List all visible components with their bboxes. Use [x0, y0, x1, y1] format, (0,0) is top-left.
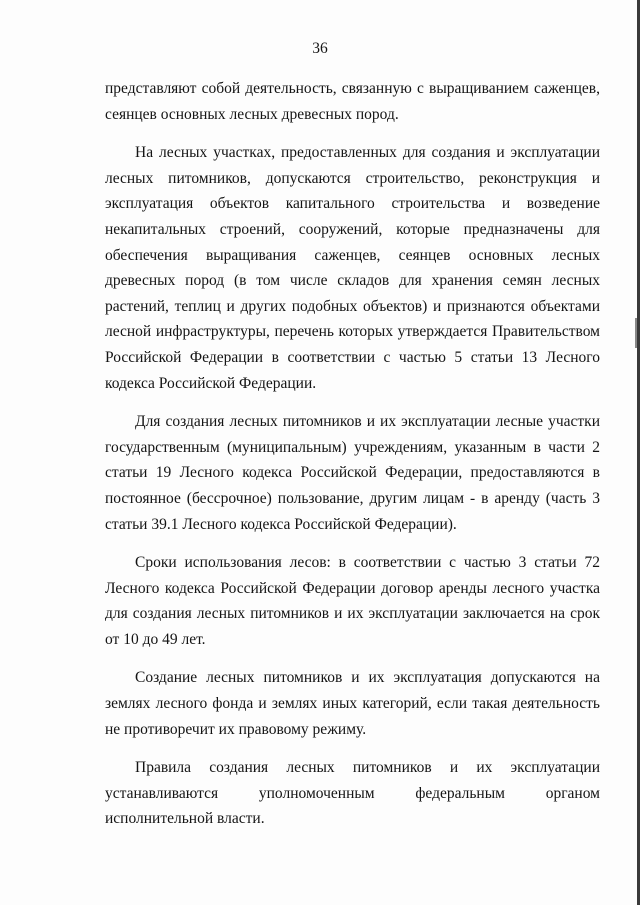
document-body — [105, 76, 600, 845]
paragraph-land-categories: Создание лесных питомников и их эксплуатация допускаются на землях лесного фонда и землях иных категорий, если такая деятельность не противоречит их правовому режиму. — [105, 669, 600, 738]
page-number: 36 — [312, 40, 328, 57]
paragraph-land-provision: Для создания лесных питомников и их эксплуатации лесные участки государственным (муниципальным) учреждениям, указанным в части 2 статьи 19 Лесного кодекса Российской Федерации, предоставляются в постоянное (бессрочное) пользование, другим лицам - в аренду (часть 3 статьи 39.1 Лесного кодекса Российской Федерации). — [105, 413, 600, 533]
paragraph-lease-terms: Сроки использования лесов: в соответствии с частью 3 статьи 72 Лесного кодекса Российской Федерации договор аренды лесного участка для создания лесных питомников и их эксплуатации заключается на срок от 10 до 49 лет. — [105, 554, 600, 648]
scan-edge-mark — [635, 318, 637, 348]
paragraph-land-plots-construction: На лесных участках, предоставленных для создания и эксплуатации лесных питомников, допускаются строительство, реконструкция и эксплуатация объектов капитального строительства и возведение некапитальных строений, сооружений, которые предназначены для обеспечения выращивания саженцев, сеянцев основных лесных древесных пород (в том числе складов для хранения семян лесных растений, теплиц и других подобных объектов) и признаются объектами лесной инфраструктуры, перечень которых утверждается Правительством Российской Федерации в соответствии с частью 5 статьи 13 Лесного кодекса Российской Федерации. — [105, 144, 600, 392]
paragraph-continuation: представляют собой деятельность, связанную с выращиванием саженцев, сеянцев основных лесных древесных пород. — [105, 80, 600, 123]
paragraph-rules-authority: Правила создания лесных питомников и их эксплуатации устанавливаются уполномоченным федеральным органом исполнительной власти. — [105, 759, 600, 828]
